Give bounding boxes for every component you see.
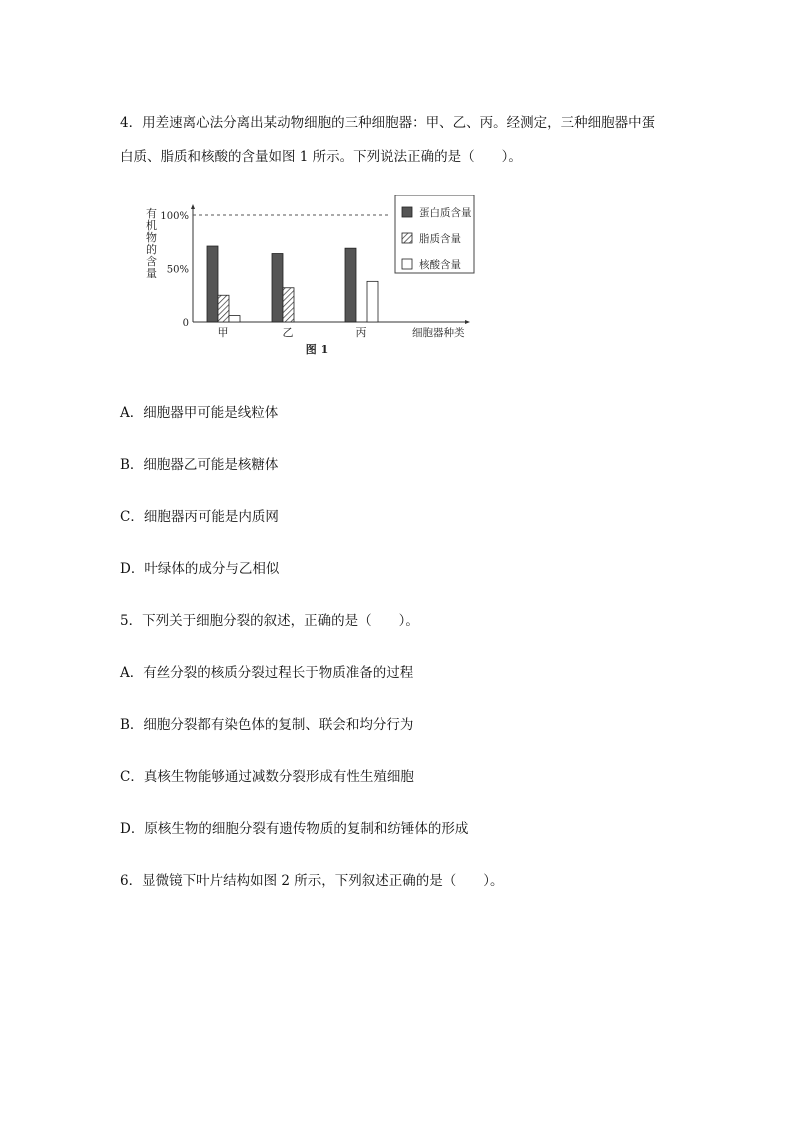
q4-stem-line2: 白质、脂质和核酸的含量如图 1 所示。下列说法正确的是（ ）。 (120, 149, 522, 165)
x-tick-label: 甲 (217, 326, 229, 339)
bar-丙-核酸含量 (367, 281, 378, 322)
y-axis-label-char: 有 (146, 207, 157, 220)
q5-option-c: C．真核生物能够通过减数分裂形成有性生殖细胞 (120, 769, 414, 785)
bar-甲-脂质含量 (218, 295, 229, 322)
bar-甲-核酸含量 (229, 316, 240, 322)
y-axis-arrow (191, 204, 195, 209)
y-tick-label: 50% (166, 264, 189, 276)
bar-甲-蛋白质含量 (207, 246, 218, 322)
x-axis-label: 细胞器种类 (412, 327, 465, 339)
q5-option-b: B．细胞分裂都有染色体的复制、联会和均分行为 (120, 717, 414, 733)
bar-乙-脂质含量 (283, 288, 294, 322)
y-tick-label: 100% (160, 211, 189, 222)
q4-stem-line1: 4．用差速离心法分离出某动物细胞的三种细胞器：甲、乙、丙。经测定，三种细胞器中蛋 (120, 115, 656, 131)
y-axis-label-char: 量 (146, 267, 157, 280)
q5-stem: 5．下列关于细胞分裂的叙述，正确的是（ ）。 (120, 613, 419, 629)
legend-swatch (402, 259, 412, 269)
y-axis-label-char: 含 (146, 255, 157, 268)
y-axis-label-char: 物 (146, 231, 157, 244)
q4-option-a: A．细胞器甲可能是线粒体 (120, 405, 279, 421)
legend-label: 蛋白质含量 (419, 207, 472, 219)
y-tick-label: 0 (182, 318, 189, 329)
q4-option-b: B．细胞器乙可能是核糖体 (120, 457, 279, 473)
legend-label: 脂质含量 (419, 233, 461, 245)
q4-option-d: D．叶绿体的成分与乙相似 (120, 561, 280, 577)
q6-stem: 6．显微镜下叶片结构如图 2 所示，下列叙述正确的是（ ）。 (120, 873, 504, 889)
q5-option-d: D．原核生物的细胞分裂有遗传物质的复制和纺锤体的形成 (120, 821, 469, 837)
bar-乙-蛋白质含量 (272, 254, 283, 322)
bar-丙-蛋白质含量 (345, 248, 356, 322)
legend-swatch (402, 207, 412, 217)
x-axis-arrow (465, 320, 470, 324)
y-axis-label-char: 的 (146, 243, 157, 256)
figure-caption: 图 1 (305, 343, 329, 356)
y-axis-label-char: 机 (146, 219, 157, 232)
figure-1-chart (140, 195, 485, 360)
q4-option-c: C．细胞器丙可能是内质网 (120, 509, 279, 525)
q5-option-a: A．有丝分裂的核质分裂过程长于物质准备的过程 (120, 665, 414, 681)
legend-label: 核酸含量 (419, 259, 461, 271)
x-tick-label: 乙 (282, 326, 294, 339)
x-tick-label: 丙 (355, 326, 367, 339)
legend-swatch (402, 233, 412, 243)
